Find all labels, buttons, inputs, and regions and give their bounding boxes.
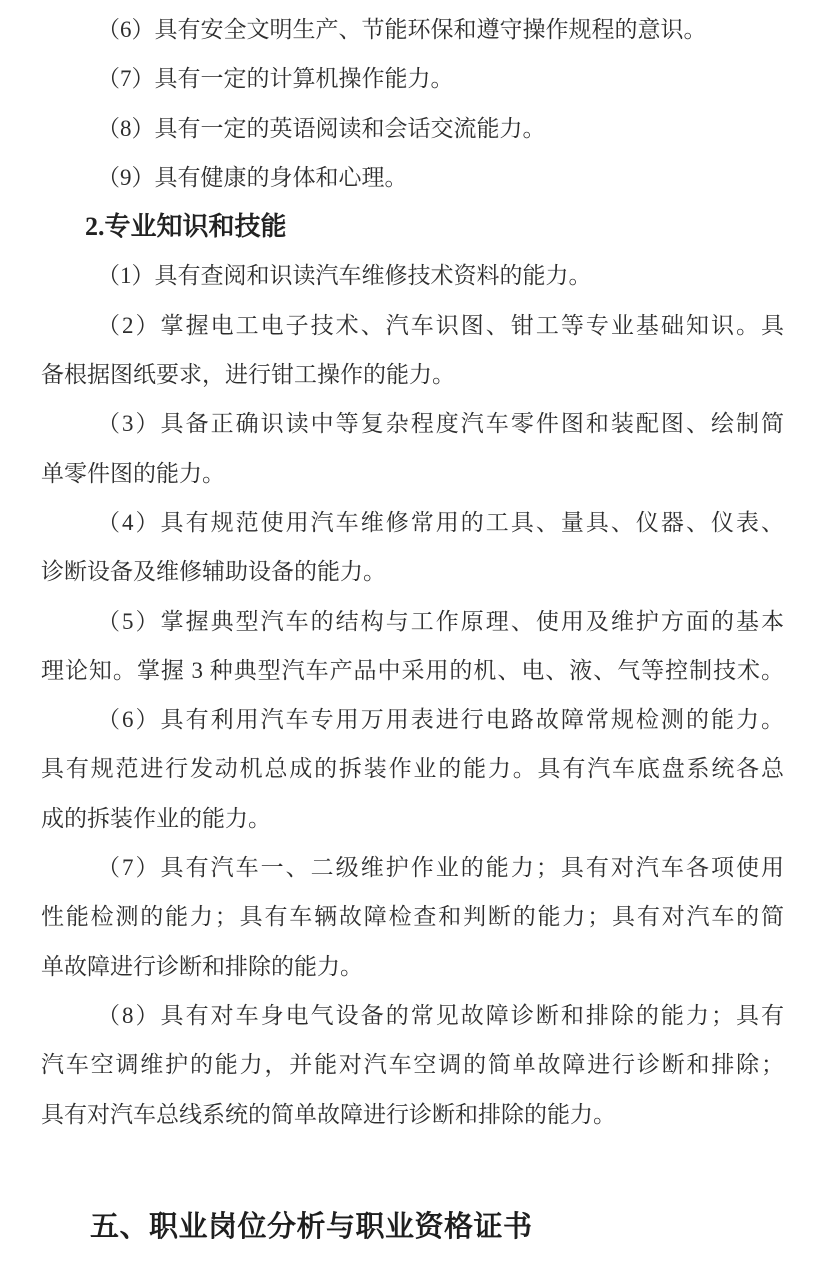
text-line: （8）具有一定的英语阅读和会话交流能力。 — [97, 115, 546, 141]
text-line: 诊断设备及维修辅助设备的能力。 — [41, 559, 386, 585]
text-line: （7）具有汽车一、二级维护作业的能力；具有对汽车各项使用 — [97, 855, 784, 881]
text-line: （6）具有利用汽车专用万用表进行电路故障常规检测的能力。 — [97, 707, 784, 733]
text-line: （7）具有一定的计算机操作能力。 — [97, 66, 454, 92]
text-line: 成的拆装作业的能力。 — [41, 805, 271, 831]
text-line: （3）具备正确识读中等复杂程度汽车零件图和装配图、绘制简 — [97, 411, 784, 437]
text-line: 具有规范进行发动机总成的拆装作业的能力。具有汽车底盘系统各总 — [41, 756, 784, 782]
section-heading: 五、职业岗位分析与职业资格证书 — [90, 1210, 533, 1243]
text-line: （2）掌握电工电子技术、汽车识图、钳工等专业基础知识。具 — [97, 312, 784, 338]
document-body — [41, 5, 784, 1139]
text-line: 备根据图纸要求，进行钳工操作的能力。 — [41, 362, 455, 388]
text-line: （4）具有规范使用汽车维修常用的工具、量具、仪器、仪表、 — [97, 509, 784, 535]
text-line: （9）具有健康的身体和心理。 — [97, 164, 408, 190]
text-line: 单零件图的能力。 — [41, 460, 225, 486]
text-line: （1）具有查阅和识读汽车维修技术资料的能力。 — [97, 263, 592, 289]
text-line: （5）掌握典型汽车的结构与工作原理、使用及维护方面的基本 — [97, 608, 784, 634]
text-line: 性能检测的能力；具有车辆故障检查和判断的能力；具有对汽车的简 — [41, 904, 784, 930]
text-line: （6）具有安全文明生产、节能环保和遵守操作规程的意识。 — [97, 17, 707, 42]
text-line: 汽车空调维护的能力，并能对汽车空调的简单故障进行诊断和排除； — [41, 1052, 784, 1078]
text-line: 单故障进行诊断和排除的能力。 — [41, 953, 363, 979]
text-line: 理论知。掌握 3 种典型汽车产品中采用的机、电、液、气等控制技术。 — [41, 657, 784, 683]
text-line: （8）具有对车身电气设备的常见故障诊断和排除的能力；具有 — [97, 1002, 784, 1028]
subheading-professional-skills: 2.专业知识和技能 — [85, 212, 287, 242]
text-line: 具有对汽车总线系统的简单故障进行诊断和排除的能力。 — [41, 1101, 616, 1127]
